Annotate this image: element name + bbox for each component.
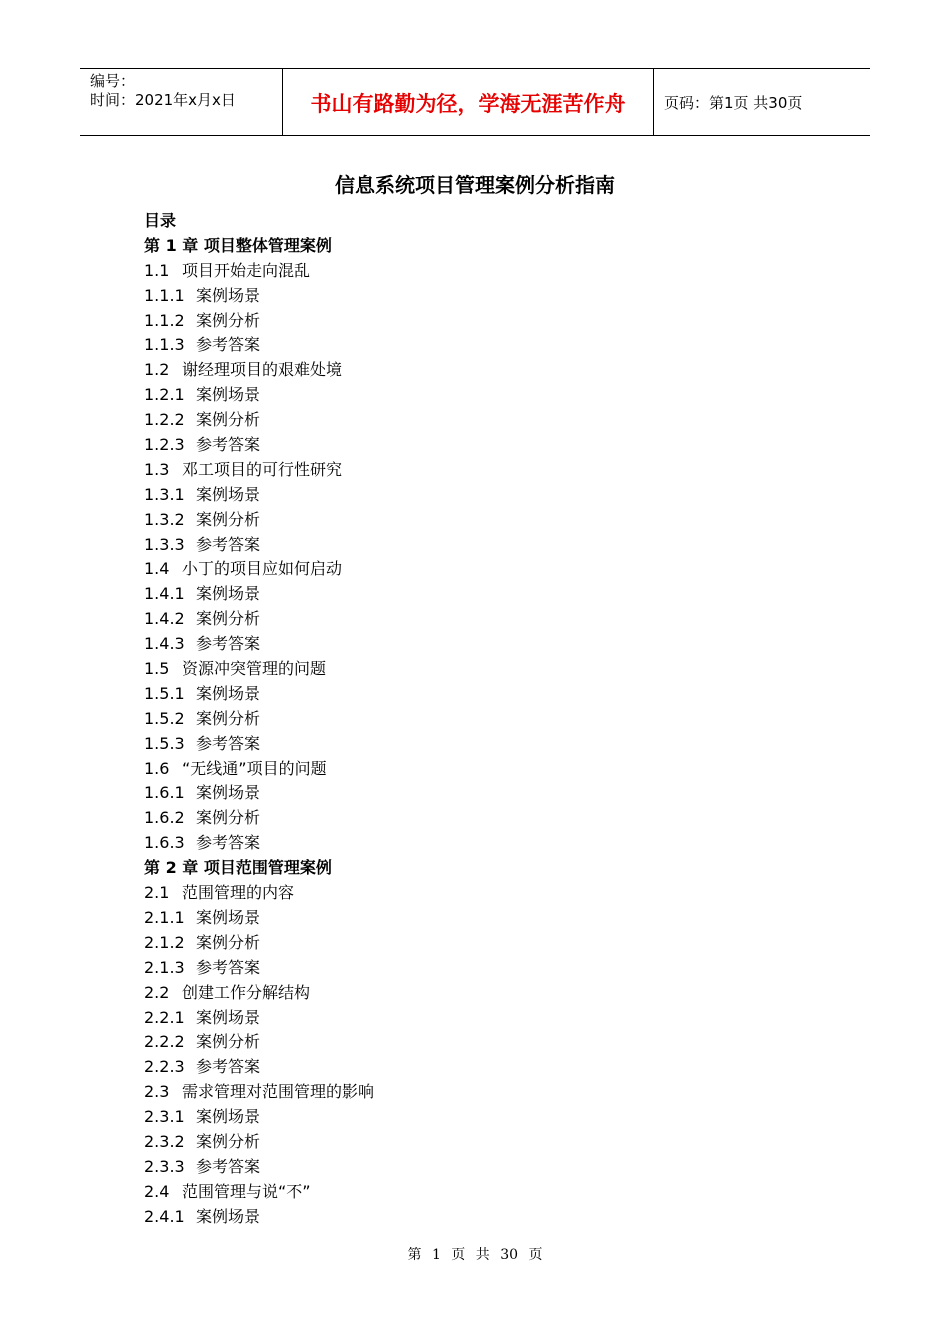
toc-item [144,582,374,607]
toc-item-text: 案例分析 [196,609,261,629]
toc-item-number: 1.6.3 [144,833,185,853]
header-motto: 书山有路勤为径，学海无涯苦作舟 [310,91,626,116]
toc-item [144,607,374,632]
toc-item-number: 1.1.1 [144,285,185,305]
toc-item-text: 案例场景 [196,484,261,504]
toc-item-text: 创建工作分解结构 [182,982,311,1002]
toc-item [144,1105,374,1130]
toc-item-text: 参考答案 [196,1057,261,1077]
toc-item-text: 案例分析 [196,1131,261,1151]
toc-item [144,1080,374,1105]
toc-item-number: 1.6.1 [144,783,185,803]
toc-item-number: 2.2.2 [144,1032,185,1052]
header-table [80,68,870,136]
toc-item-number: 1.6.2 [144,808,185,828]
toc-item-text: 参考答案 [196,957,261,977]
toc-item-text: 目录 [144,211,177,230]
toc-item [144,483,374,508]
toc-item [144,234,374,259]
toc-item-number: 1.2.3 [144,435,185,455]
toc-item [144,383,374,408]
toc-item [144,856,374,881]
toc-item-number: 1.5.2 [144,708,185,728]
toc-item [144,1180,374,1205]
toc-item-text: 案例分析 [196,509,261,529]
toc-item-number: 1.3.3 [144,534,185,554]
toc-item [144,358,374,383]
toc-item [144,806,374,831]
document-time-label: 时间：2021年x月x日 [90,91,236,109]
toc-item-number: 1.5.3 [144,733,185,753]
toc-item [144,757,374,782]
toc-item-number: 2.3.3 [144,1156,185,1176]
toc-item-text: 第 2 章 项目范围管理案例 [144,858,332,878]
toc-item-number: 1.2.2 [144,410,185,430]
toc-item-number: 2.1.3 [144,957,185,977]
toc-item-text: 参考答案 [196,1156,261,1176]
toc-item-text: 案例场景 [196,385,261,405]
toc-item [144,1030,374,1055]
toc-item [144,533,374,558]
toc-item-text: 案例分析 [196,808,261,828]
toc-item-text: 邓工项目的可行性研究 [182,459,343,479]
toc-item [144,259,374,284]
toc-item [144,732,374,757]
toc-item-number: 2.3.1 [144,1107,185,1127]
toc-item-number: 1.2 [144,360,170,380]
toc-item-text: 案例分析 [196,1032,261,1052]
toc-item-number: 1.4 [144,559,170,579]
toc-item-number: 1.3.1 [144,484,185,504]
toc-item [144,831,374,856]
toc-item [144,408,374,433]
toc-item-number: 2.2.3 [144,1057,185,1077]
toc-item-number: 1.5.1 [144,683,185,703]
toc-item-number: 1.5 [144,659,170,679]
toc-item-text: 参考答案 [196,634,261,654]
toc-item [144,1205,374,1230]
toc-item [144,981,374,1006]
table-of-contents [144,209,374,1230]
toc-item [144,557,374,582]
toc-item [144,707,374,732]
toc-item-text: 案例场景 [196,584,261,604]
toc-item-text: 范围管理的内容 [182,883,295,903]
document-title: 信息系统项目管理案例分析指南 [335,173,615,197]
header-motto-cell [282,69,654,135]
toc-item-text: 需求管理对范围管理的影响 [182,1082,375,1102]
toc-item-text: 谢经理项目的艰难处境 [182,360,343,380]
toc-item-text: 范围管理与说“不” [182,1181,311,1201]
toc-item-number: 2.2 [144,982,170,1002]
toc-item-text: 案例场景 [196,783,261,803]
toc-item [144,931,374,956]
toc-item-number: 2.4.1 [144,1206,185,1226]
toc-item-text: 案例场景 [196,1206,261,1226]
toc-item-text: 案例场景 [196,1007,261,1027]
toc-item [144,1155,374,1180]
toc-item-number: 1.4.1 [144,584,185,604]
toc-item-number: 1.4.3 [144,634,185,654]
header-page-cell [654,69,870,135]
toc-item [144,1006,374,1031]
toc-item [144,458,374,483]
toc-item-text: 小丁的项目应如何启动 [182,559,343,579]
toc-item-text: 参考答案 [196,435,261,455]
toc-item-number: 1.1.3 [144,335,185,355]
toc-item-text: 参考答案 [196,335,261,355]
toc-item-text: 项目开始走向混乱 [182,260,311,280]
toc-item [144,956,374,981]
toc-item-text: 案例场景 [196,285,261,305]
toc-item-number: 1.3 [144,459,170,479]
toc-item-text: 参考答案 [196,733,261,753]
toc-item-text: “无线通”项目的问题 [182,758,327,778]
toc-item-number: 2.4 [144,1181,170,1201]
toc-item-text: 案例分析 [196,932,261,952]
toc-item-number: 2.3.2 [144,1131,185,1151]
toc-item [144,682,374,707]
toc-item [144,1130,374,1155]
toc-item [144,309,374,334]
toc-item-text: 参考答案 [196,833,261,853]
toc-item-text: 案例分析 [196,310,261,330]
header-page-label: 页码：第1页 共30页 [664,94,803,112]
toc-item-text: 案例分析 [196,410,261,430]
toc-item-text: 案例场景 [196,907,261,927]
toc-item [144,1055,374,1080]
toc-item-number: 1.1.2 [144,310,185,330]
toc-item-number: 1.2.1 [144,385,185,405]
toc-item-text: 案例分析 [196,708,261,728]
toc-item [144,657,374,682]
toc-item-text: 案例场景 [196,683,261,703]
toc-item [144,881,374,906]
toc-item [144,508,374,533]
toc-item-number: 2.1.2 [144,932,185,952]
toc-item [144,632,374,657]
toc-item-number: 1.1 [144,260,170,280]
toc-item [144,333,374,358]
toc-item-number: 2.3 [144,1082,170,1102]
toc-item-number: 2.2.1 [144,1007,185,1027]
toc-item-text: 参考答案 [196,534,261,554]
header-left-cell [80,69,282,135]
toc-item-text: 案例场景 [196,1107,261,1127]
document-number-label: 编号： [90,72,136,90]
toc-item [144,906,374,931]
toc-item-number: 2.1.1 [144,907,185,927]
toc-item-number: 1.4.2 [144,609,185,629]
toc-item-number: 1.3.2 [144,509,185,529]
toc-item [144,433,374,458]
toc-item [144,781,374,806]
toc-item-number: 1.6 [144,758,170,778]
toc-item [144,209,374,234]
toc-item-text: 第 1 章 项目整体管理案例 [144,235,332,255]
toc-item-number: 2.1 [144,883,170,903]
toc-item-text: 资源冲突管理的问题 [182,659,327,679]
page-footer: 第 1 页 共 30 页 [407,1247,543,1263]
toc-item [144,284,374,309]
